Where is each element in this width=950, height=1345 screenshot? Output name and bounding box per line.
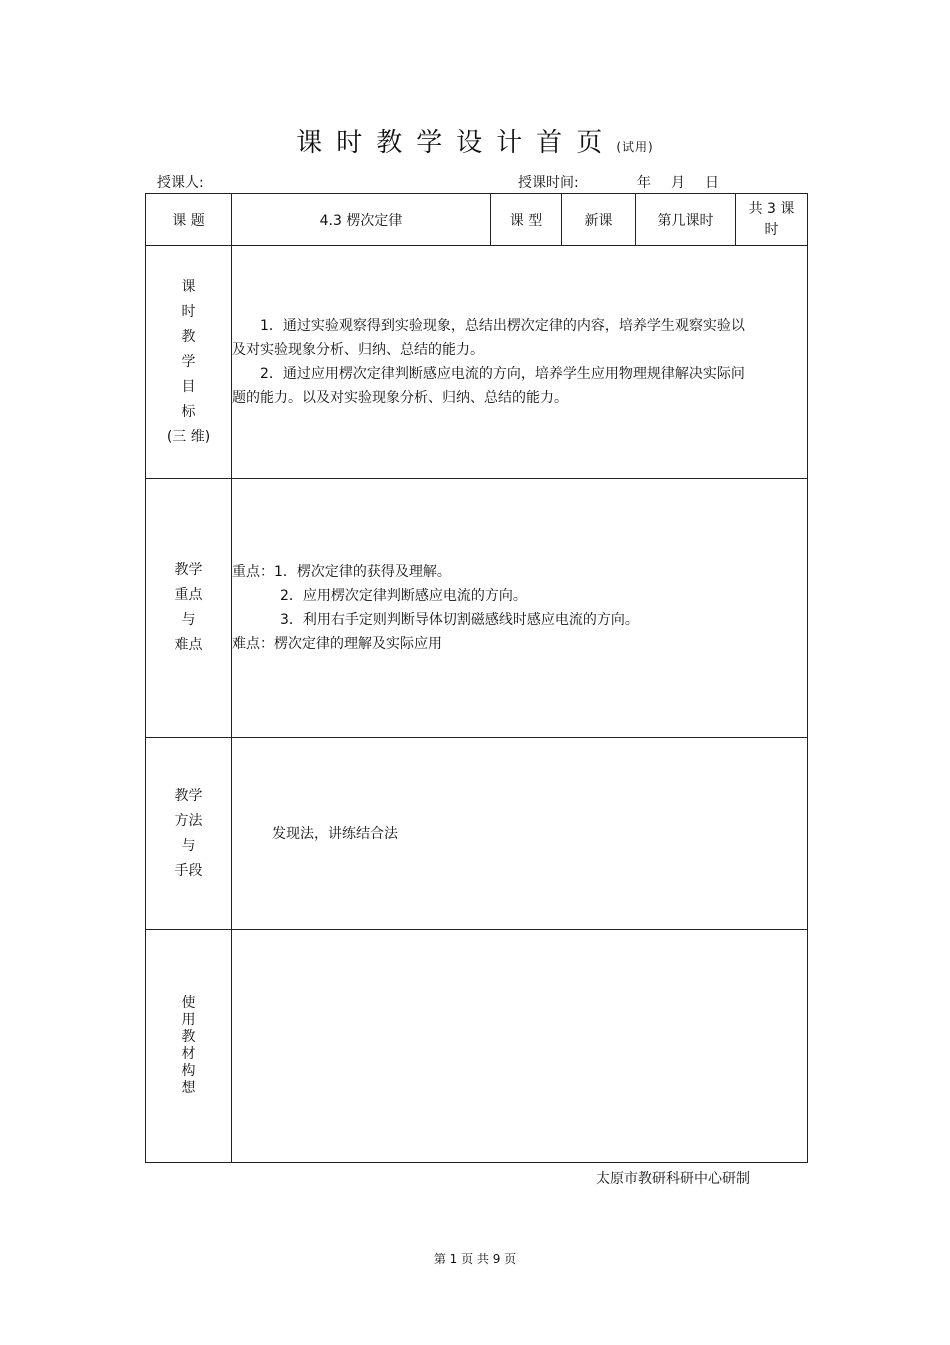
- page-title: [0, 122, 950, 159]
- objectives-label-char: 教: [181, 328, 196, 345]
- materials-label: [146, 930, 232, 1163]
- title-text: 课时教学设计首页: [296, 128, 617, 158]
- keypoints-label: [146, 479, 232, 738]
- objectives-label-char: 标: [181, 403, 196, 420]
- year-label: 年: [637, 175, 651, 191]
- objective-item: 1．通过实验观察得到实验现象，总结出楞次定律的内容，培养学生观察实验以及对实验现象分析、归纳、总结的能力。: [232, 318, 745, 358]
- key-item: 3．利用右手定则判断导体切割磁感线时感应电流的方向。: [280, 612, 639, 628]
- page-number: 第 1 页 共 9 页: [433, 1252, 517, 1266]
- objectives-label-char: 学: [181, 353, 196, 370]
- methods-label-line: 教学: [174, 787, 203, 804]
- key-item: 1．楞次定律的获得及理解。: [274, 564, 451, 580]
- type-label: 课 型: [491, 194, 562, 246]
- time-label: 授课时间:: [518, 175, 579, 191]
- objectives-label-char: 课: [181, 278, 196, 295]
- objectives-content: [232, 246, 808, 479]
- objectives-label-char: 时: [181, 303, 196, 320]
- methods-label-line: 手段: [174, 862, 203, 879]
- methods-label-line: 方法: [174, 812, 203, 829]
- objectives-label-char: 目: [181, 378, 196, 395]
- objectives-label: [146, 246, 232, 479]
- difficulty-line: 难点：楞次定律的理解及实际应用: [232, 636, 442, 652]
- materials-label-char: 使: [181, 995, 196, 1011]
- methods-row: [146, 738, 808, 930]
- materials-content: [232, 930, 808, 1163]
- keypoints-content: [232, 479, 808, 738]
- materials-label-char: 材: [181, 1046, 196, 1062]
- day-label: 日: [705, 175, 719, 191]
- key-label: 重点：: [232, 564, 274, 580]
- keypoints-row: [146, 479, 808, 738]
- footer-credit: 太原市教研科研中心研制: [596, 1171, 750, 1187]
- teacher-label: 授课人:: [157, 175, 204, 191]
- month-label: 月: [671, 175, 685, 191]
- keypoints-label-line: 难点: [174, 637, 203, 653]
- keypoints-label-line: 与: [181, 612, 196, 628]
- methods-label: [146, 738, 232, 930]
- objective-item: 2．通过应用楞次定律判断感应电流的方向，培养学生应用物理规律解决实际问题的能力。以及对实验现象分析、归纳、总结的能力。: [232, 366, 745, 406]
- lesson-number-label: 第几课时: [636, 194, 736, 246]
- key-item: 2．应用楞次定律判断感应电流的方向。: [280, 588, 527, 604]
- key-point-line: [232, 560, 807, 584]
- total-lessons: 共 3 课时: [736, 194, 808, 246]
- topic-label: 课 题: [146, 194, 232, 246]
- keypoints-label-line: 重点: [174, 587, 203, 603]
- title-note: (试用): [616, 140, 654, 154]
- materials-label-char: 构: [181, 1063, 196, 1079]
- objectives-label-char: (三 维): [166, 428, 211, 445]
- materials-label-char: 想: [181, 1080, 196, 1096]
- materials-label-char: 用: [181, 1012, 196, 1028]
- methods-content: 发现法，讲练结合法: [232, 738, 808, 930]
- objectives-row: [146, 246, 808, 479]
- topic-value: 4.3 楞次定律: [232, 194, 491, 246]
- materials-label-char: 教: [181, 1029, 196, 1045]
- methods-label-line: 与: [181, 837, 196, 854]
- materials-row: [146, 930, 808, 1163]
- info-row: [146, 194, 808, 246]
- type-value: 新课: [562, 194, 636, 246]
- keypoints-label-line: 教学: [174, 562, 203, 578]
- lesson-plan-table: [145, 193, 808, 1163]
